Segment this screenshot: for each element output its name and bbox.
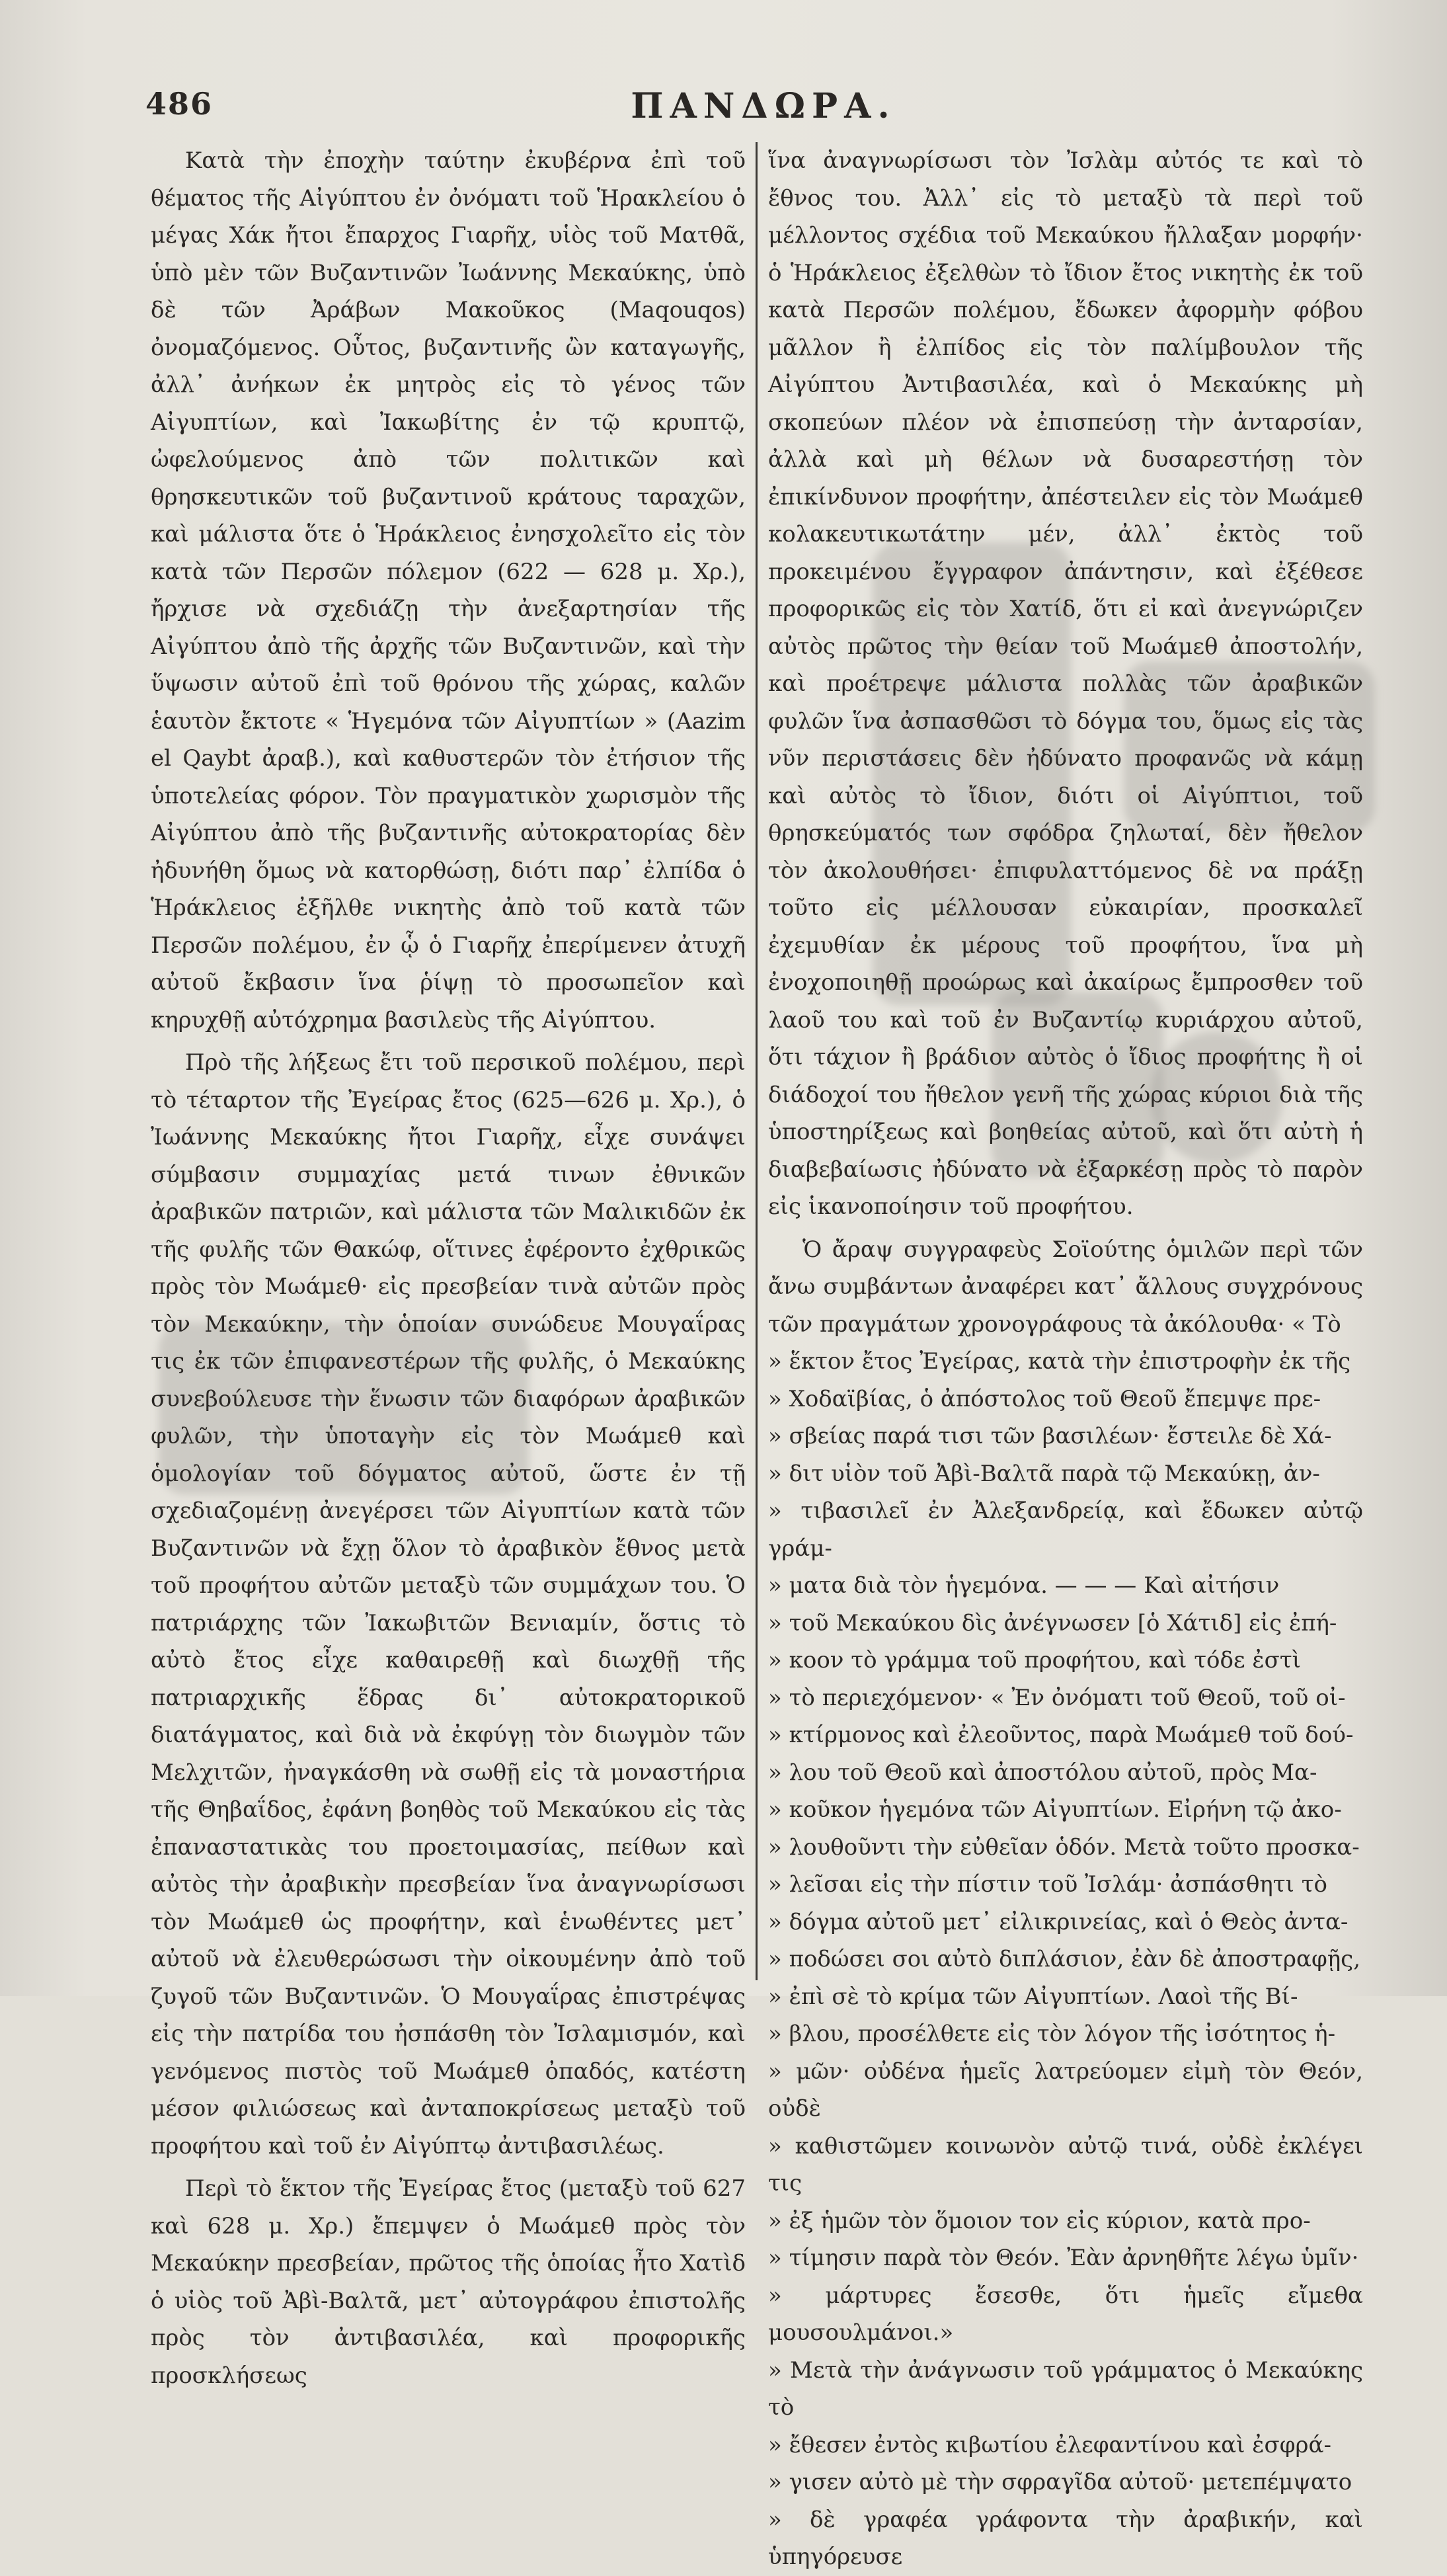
paragraph: Ὁ ἄραψ συγγραφεὺς Σοϊούτης ὁμιλῶν περὶ τῶν ἄνω συμβάντων ἀναφέρει κατ᾽ ἄλλους συγχρόνους τῶν πραγμάτων χρονογράφους τὰ ἀκόλουθα· « Τὸ <box>768 1236 1363 1338</box>
quote-line: » λου τοῦ Θεοῦ καὶ ἀποστόλου αὐτοῦ, πρὸς Μα- <box>768 1759 1317 1786</box>
quote-line: » δὲ γραφέα γράφοντα τὴν ἀραβικήν, καὶ ὑπηγόρευσε <box>768 2506 1363 2570</box>
quote-line: » διτ υἱὸν τοῦ Ἀβὶ-Βαλτᾶ παρὰ τῷ Μεκαύκῃ, ἀν- <box>768 1460 1320 1487</box>
paragraph: ἵνα ἀναγνωρίσωσι τὸν Ἰσλὰμ αὐτός τε καὶ τὸ ἔθνος του. Ἀλλ᾽ εἰς τὸ μεταξὺ τὰ περὶ τοῦ μέλλοντος σχέδια τοῦ Μεκαύκου ἤλλαξαν μορφήν· ὁ Ἡράκλειος ἐξελθὼν τὸ ἴδιον ἔτος νικητὴς ἐκ τοῦ κατὰ Περσῶν πολέμου, ἔδωκεν ἀφορμὴν φόβου μᾶλλον ἢ ἐλπίδος εἰς τὸν παλίμβουλον τῆς Αἰγύπτου Ἀντιβασιλέα, καὶ ὁ Μεκαύκης μὴ σκοπεύων πλέον νὰ ἐπισπεύσῃ τὴν ἀνταρσίαν, ἀλλὰ καὶ μὴ θέλων νὰ δυσαρεστήσῃ τὸν ἐπικίνδυνον προφήτην, ἀπέστειλεν εἰς τὸν Μωάμεθ κολακευτικωτάτην μέν, ἀλλ᾽ ἐκτὸς τοῦ προκειμένου ἔγγραφον ἀπάντησιν, καὶ ἐξέθεσε προφορικῶς εἰς τὸν Χατίδ, ὅτι εἰ καὶ ἀνεγνώριζεν αὐτὸς πρῶτος τὴν θείαν τοῦ Μωάμεθ ἀποστολήν, καὶ προέτρεψε μάλιστα πολλὰς τῶν ἀραβικῶν φυλῶν ἵνα ἀσπασθῶσι τὸ δόγμα του, ὅμως εἰς τὰς νῦν περιστάσεις δὲν ἠδύνατο προφανῶς νὰ κάμῃ καὶ αὐτὸς τὸ ἴδιον, διότι οἱ Αἰγύπτιοι, τοῦ θρησκεύματός των σφόδρα ζηλωταί, δὲν ἤθελον τὸν ἀκολουθήσει· ἐπιφυλαττόμενος δὲ να πράξῃ τοῦτο εἰς μέλλουσαν εὐκαιρίαν, προσκαλεῖ ἐχεμυθίαν ἐκ μέρους τοῦ προφήτου, ἵνα μὴ ἐνοχοποιηθῇ προώρως καὶ ἀκαίρως ἔμπροσθεν τοῦ λαοῦ του καὶ τοῦ ἐν Βυζαντίῳ κυριάρχου αὐτοῦ, ὅτι τάχιον ἢ βράδιον αὐτὸς ὁ ἴδιος προφήτης ἢ οἱ διάδοχοί του ἤθελον γενῆ τῆς χώρας κύριοι διὰ τῆς ὑποστηρίξεως καὶ βοηθείας αὐτοῦ, καὶ ὅτι αὐτὴ ἡ διαβεβαίωσις ἠδύνατο νὰ ἐξαρκέσῃ πρὸς τὸ παρὸν εἰς ἱκανοποίησιν τοῦ προφήτου. <box>768 147 1363 1220</box>
quote-line: » δόγμα αὐτοῦ μετ᾽ εἰλικρινείας, καὶ ὁ Θεὸς ἀντα- <box>768 1908 1349 1935</box>
quote-line: » ποδώσει σοι αὐτὸ διπλάσιον, ἐὰν δὲ ἀποστραφῇς, <box>768 1946 1361 1972</box>
right-column <box>768 142 1363 2570</box>
quote-line: » ἐξ ἡμῶν τὸν ὅμοιον τον εἰς κύριον, κατὰ προ- <box>768 2207 1311 2234</box>
quote-line: » μάρτυρες ἔσεσθε, ὅτι ἡμεῖς εἴμεθα μουσουλμάνοι.» <box>768 2282 1363 2346</box>
quote-line: » ἐπὶ σὲ τὸ κρίμα τῶν Αἰγυπτίων. Λαοὶ τῆς Βί- <box>768 1983 1298 2010</box>
left-column <box>151 142 746 2389</box>
page-number: 486 <box>145 86 214 122</box>
quote-line: » καθιστῶμεν κοινωνὸν αὐτῷ τινά, οὐδὲ ἐκλέγει τις <box>768 2132 1363 2196</box>
column-divider <box>756 142 758 1980</box>
quote-line: » τιβασιλεῖ ἐν Ἀλεξανδρείᾳ, καὶ ἔδωκεν αὐτῷ γράμ- <box>768 1498 1363 1562</box>
quote-line: » τοῦ Μεκαύκου δὶς ἀνέγνωσεν [ὁ Χάτιδ] εἰς ἐπή- <box>768 1609 1337 1636</box>
quote-line: » τίμησιν παρὰ τὸν Θεόν. Ἐὰν ἀρνηθῆτε λέγω ὑμῖν· <box>768 2245 1359 2271</box>
quote-line: » γισεν αὐτὸ μὲ τὴν σφραγῖδα αὐτοῦ· μετεπέμψατο <box>768 2469 1352 2495</box>
quotation-block <box>768 1343 1363 2576</box>
quote-line: » λεῖσαι εἰς τὴν πίστιν τοῦ Ἰσλάμ· ἀσπάσθητι τὸ <box>768 1871 1328 1898</box>
journal-title: ΠΑΝΔΩΡΑ. <box>631 86 896 126</box>
quote-line: » κοον τὸ γράμμα τοῦ προφήτου, καὶ τόδε ἐστὶ <box>768 1647 1302 1673</box>
quote-line: » Χοδαϊβίας, ὁ ἀπόστολος τοῦ Θεοῦ ἔπεμψε πρε- <box>768 1385 1321 1412</box>
quote-line: » μῶν· οὐδένα ἡμεῖς λατρεύομεν εἰμὴ τὸν Θεόν, οὐδὲ <box>768 2058 1363 2122</box>
paragraph: Κατὰ τὴν ἐποχὴν ταύτην ἐκυβέρνα ἐπὶ τοῦ θέματος τῆς Αἰγύπτου ἐν ὀνόματι τοῦ Ἡρακλείου ὁ μέγας Χάκ ἤτοι ἔπαρχος Γιαρῆχ, υἱὸς τοῦ Ματθᾶ, ὑπὸ μὲν τῶν Βυζαντινῶν Ἰωάννης Μεκαύκης, ὑπὸ δὲ τῶν Ἀράβων Μακοῦκος (Maqouqos) ὀνομαζόμενος. Οὗτος, βυζαντινῆς ὢν καταγωγῆς, ἀλλ᾽ ἀνήκων ἐκ μητρὸς εἰς τὸ γένος τῶν Αἰγυπτίων, καὶ Ἰακωβίτης ἐν τῷ κρυπτῷ, ὠφελούμενος ἀπὸ τῶν πολιτικῶν καὶ θρησκευτικῶν τοῦ βυζαντινοῦ κράτους ταραχῶν, καὶ μάλιστα ὅτε ὁ Ἡράκλειος ἐνησχολεῖτο εἰς τὸν κατὰ τῶν Περσῶν πόλεμον (622 — 628 μ. Χρ.), ἤρχισε νὰ σχεδιάζῃ τὴν ἀνεξαρτησίαν τῆς Αἰγύπτου ἀπὸ τῆς ἀρχῆς τῶν Βυζαντινῶν, καὶ τὴν ὕψωσιν αὐτοῦ ἐπὶ τοῦ θρόνου τῆς χώρας, καλῶν ἑαυτὸν ἔκτοτε « Ἡγεμόνα τῶν Αἰγυπτίων » (Aazim el Qaybt ἀραβ.), καὶ καθυστερῶν τὸν ἐτήσιον τῆς ὑποτελείας φόρον. Τὸν πραγματικὸν χωρισμὸν τῆς Αἰγύπτου ἀπὸ τῆς βυζαντινῆς αὐτοκρατορίας δὲν ἠδυνήθη ὅμως νὰ κατορθώσῃ, διότι παρ᾽ ἐλπίδα ὁ Ἡράκλειος ἐξῆλθε νικητὴς ἀπὸ τοῦ κατὰ τῶν Περσῶν πολέμου, ἐν ᾧ ὁ Γιαρῆχ ἐπερίμενεν ἀτυχῆ αὐτοῦ ἔκβασιν ἵνα ῥίψῃ τὸ προσωπεῖον καὶ κηρυχθῇ αὐτόχρημα βασιλεὺς τῆς Αἰγύπτου. <box>151 147 746 1033</box>
quote-line: » Μετὰ τὴν ἀνάγνωσιν τοῦ γράμματος ὁ Μεκαύκης τὸ <box>768 2356 1363 2421</box>
quote-line: » λουθοῦντι τὴν εὐθεῖαν ὁδόν. Μετὰ τοῦτο προσκα- <box>768 1833 1360 1861</box>
paragraph: Περὶ τὸ ἕκτον τῆς Ἐγείρας ἔτος (μεταξὺ τοῦ 627 καὶ 628 μ. Χρ.) ἔπεμψεν ὁ Μωάμεθ πρὸς τὸν Μεκαύκην πρεσβείαν, πρῶτος τῆς ὁποίας ἦτο Χατὶδ ὁ υἱὸς τοῦ Ἀβὶ-Βαλτᾶ, μετ᾽ αὐτογράφου ἐπιστολῆς πρὸς τὸν ἀντιβασιλέα, καὶ προφορικῆς προσκλήσεως <box>151 2175 746 2389</box>
quote-line: » ματα διὰ τὸν ἡγεμόνα. — — — Καὶ αἰτήσιν <box>768 1572 1280 1599</box>
page-header <box>145 86 1382 132</box>
quote-line: » κτίρμονος καὶ ἐλεοῦντος, παρὰ Μωάμεθ τοῦ δού- <box>768 1722 1354 1748</box>
quote-line: » σβείας παρά τισι τῶν βασιλέων· ἔστειλε δὲ Χά- <box>768 1423 1332 1449</box>
quote-line: » τὸ περιεχόμενον· « Ἐν ὀνόματι τοῦ Θεοῦ, τοῦ οἰ- <box>768 1684 1346 1711</box>
quote-line: » ἔθεσεν ἐντὸς κιβωτίου ἐλεφαντίνου καὶ ἐσφρά- <box>768 2431 1331 2458</box>
quote-line: » ἕκτον ἔτος Ἐγείρας, κατὰ τὴν ἐπιστροφὴν ἐκ τῆς <box>768 1348 1351 1375</box>
quote-line: » κοῦκον ἡγεμόνα τῶν Αἰγυπτίων. Εἰρήνη τῷ ἀκο- <box>768 1796 1342 1823</box>
paragraph: Πρὸ τῆς λήξεως ἔτι τοῦ περσικοῦ πολέμου, περὶ τὸ τέταρτον τῆς Ἐγείρας ἔτος (625—626 μ. Χρ.), ὁ Ἰωάννης Μεκαύκης ἤτοι Γιαρῆχ, εἶχε συνάψει σύμβασιν συμμαχίας μετά τινων ἐθνικῶν ἀραβικῶν πατριῶν, καὶ μάλιστα τῶν Μαλικιδῶν ἐκ τῆς φυλῆς τῶν Θακώφ, οἵτινες ἐφέροντο ἐχθρικῶς πρὸς τὸν Μωάμεθ· εἰς πρεσβείαν τινὰ αὐτῶν πρὸς τὸν Μεκαύκην, τὴν ὁποίαν συνώδευε Μουγαΐρας τις ἐκ τῶν ἐπιφανεστέρων τῆς φυλῆς, ὁ Μεκαύκης συνεβούλευσε τὴν ἕνωσιν τῶν διαφόρων ἀραβικῶν φυλῶν, τὴν ὑποταγὴν εἰς τὸν Μωάμεθ καὶ ὁμολογίαν τοῦ δόγματος αὐτοῦ, ὥστε ἐν τῇ σχεδιαζομένῃ ἀνεγέρσει τῶν Αἰγυπτίων κατὰ τῶν Βυζαντινῶν νὰ ἔχῃ ὅλον τὸ ἀραβικὸν ἔθνος μετὰ τοῦ προφήτου αὐτῶν μεταξὺ τῶν συμμάχων του. Ὁ πατριάρχης τῶν Ἰακωβιτῶν Βενιαμίν, ὅστις τὸ αὐτὸ ἔτος εἶχε καθαιρεθῇ καὶ διωχθῇ τῆς πατριαρχικῆς ἕδρας δι᾽ αὐτοκρατορικοῦ διατάγματος, καὶ διὰ νὰ ἐκφύγῃ τὸν διωγμὸν τῶν Μελχιτῶν, ἠναγκάσθη νὰ σωθῇ εἰς τὰ μοναστήρια τῆς Θηβαΐδος, ἐφάνη βοηθὸς τοῦ Μεκαύκου εἰς τὰς ἐπαναστατικὰς του προετοιμασίας, πείθων καὶ αὐτὸς τὴν ἀραβικὴν πρεσβείαν ἵνα ἀναγνωρίσωσι τὸν Μωάμεθ ὡς προφήτην, καὶ ἑνωθέντες μετ᾽ αὐτοῦ νὰ ἐλευθερώσωσι τὴν οἰκουμένην ἀπὸ τοῦ ζυγοῦ τῶν Βυζαντινῶν. Ὁ Μουγαΐρας ἐπιστρέψας εἰς τὴν πατρίδα του ἠσπάσθη τὸν Ἰσλαμισμόν, καὶ γενόμενος πιστὸς τοῦ Μωάμεθ ὀπαδός, κατέστη μέσον φιλιώσεως καὶ ἀνταποκρίσεως μεταξὺ τοῦ προφήτου καὶ τοῦ ἐν Αἰγύπτῳ ἀντιβασιλέως. <box>151 1049 746 2159</box>
quote-line: » βλου, προσέλθετε εἰς τὸν λόγον τῆς ἰσότητος ἡ- <box>768 2021 1336 2047</box>
